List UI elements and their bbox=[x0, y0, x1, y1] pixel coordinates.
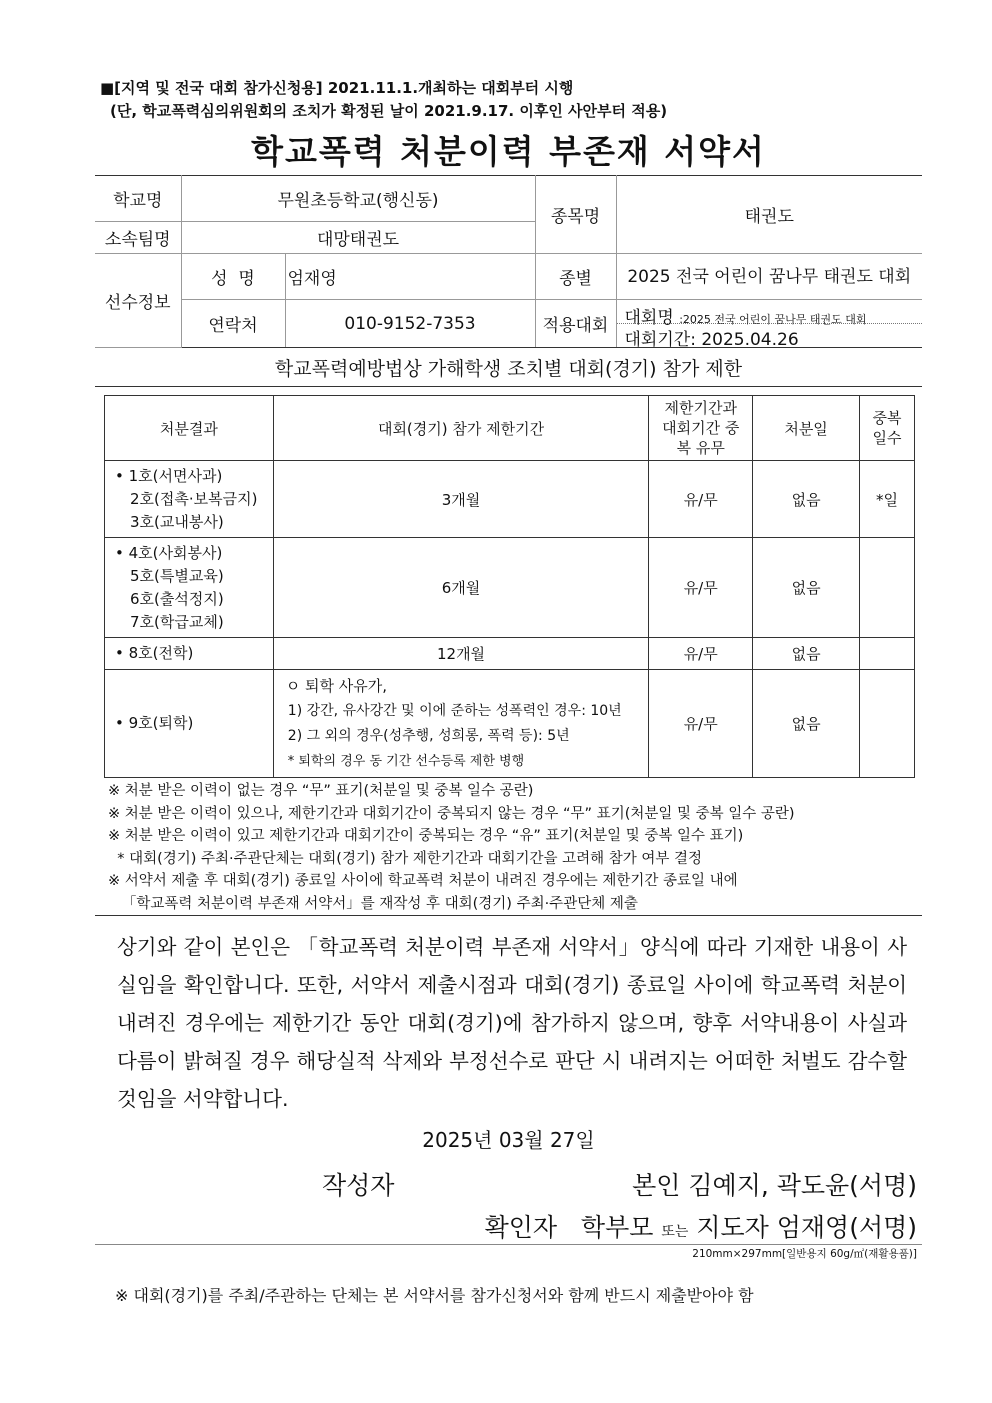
days-cell bbox=[860, 670, 915, 778]
result-line: 5호(특별교육) bbox=[130, 566, 224, 585]
subtitle-divider bbox=[95, 386, 922, 387]
applicant-info-table bbox=[95, 175, 922, 348]
period-cell: 12개월 bbox=[273, 638, 648, 670]
date-cell: 없음 bbox=[753, 638, 860, 670]
sport-value: 태권도 bbox=[616, 176, 922, 254]
overlap-cell: 유/무 bbox=[649, 670, 753, 778]
note-line: ※ 처분 받은 이력이 있고 제한기간과 대회기간이 중복되는 경우 “유” 표기(처분일 및 중복 일수 표기) bbox=[108, 828, 744, 844]
competition-cell bbox=[616, 300, 922, 348]
author-label: 작성자 bbox=[322, 1171, 395, 1200]
period-cell: 3개월 bbox=[273, 461, 648, 538]
header-line-1: ■[지역 및 전국 대회 참가신청용] 2021.11.1.개최하는 대회부터 시행 bbox=[100, 79, 574, 97]
result-cell bbox=[105, 538, 274, 638]
name-value: 엄재영 bbox=[285, 254, 535, 300]
days-cell bbox=[860, 538, 915, 638]
competition-name-value: :2025 전국 어린이 꿈나무 태권도 대회 bbox=[679, 312, 867, 326]
competition-name-label: 대회명 bbox=[624, 307, 674, 328]
name-label: 성 명 bbox=[181, 254, 285, 300]
note-line: ※ 서약서 제출 후 대회(경기) 종료일 사이에 학교폭력 처분이 내려진 경우에는 제한기간 종료일 내에 bbox=[108, 873, 738, 889]
restriction-table bbox=[104, 395, 915, 778]
col-header-days: 중복 일수 bbox=[860, 396, 915, 461]
author-signature: 본인 김예지, 곽도윤(서명) bbox=[632, 1171, 917, 1200]
confirm-mid: 학부모 bbox=[580, 1213, 654, 1242]
result-line: 3호(교내봉사) bbox=[130, 512, 224, 531]
restriction-subtitle: 학교폭력예방법상 가해학생 조치별 대회(경기) 참가 제한 bbox=[274, 358, 743, 380]
event-value: 2025 전국 어린이 꿈나무 태권도 대회 bbox=[616, 254, 922, 300]
table-row bbox=[105, 538, 915, 638]
result-line: • 4호(사회봉사) bbox=[115, 543, 223, 562]
paper-spec: 210mm×297mm[일반용지 60g/㎡(재활용품)] bbox=[692, 1248, 917, 1260]
pledge-text: 상기와 같이 본인은 「학교폭력 처분이력 부존재 서약서」양식에 따라 기재한 내용이 사실임을 확인합니다. 또한, 서약서 제출시점과 대회(경기) 종료일 사이에 학교폭력 처분이 내려진 경우에는 제한기간 동안 대회(경기)에 참가하지 않으며, 향후 서약내용이 사실과 다름이 밝혀질 경우 해당실적 삭제와 부정선수로 판단 시 내려지는 어떠한 처벌도 감수할 것임을 서약합니다. bbox=[117, 935, 907, 1111]
team-label: 소속팀명 bbox=[95, 222, 181, 254]
result-line: • 1호(서면사과) bbox=[115, 466, 223, 485]
note-line: * 대회(경기) 주최·주관단체는 대회(경기) 참가 제한기간과 대회기간을 고려해 참가 여부 결정 bbox=[108, 850, 703, 867]
result-cell bbox=[105, 461, 274, 538]
applied-label: 적용대회 bbox=[535, 300, 616, 348]
date-cell: 없음 bbox=[753, 538, 860, 638]
col-header-overlap: 제한기간과 대회기간 중복 유무 bbox=[649, 396, 753, 461]
contact-label: 연락처 bbox=[181, 300, 285, 348]
overlap-cell: 유/무 bbox=[649, 461, 753, 538]
col-header-date: 처분일 bbox=[753, 396, 860, 461]
result-line: 7호(학급교체) bbox=[130, 612, 224, 631]
header-line-2: (단, 학교폭력심의위원회의 조치가 확정된 날이 2021.9.17. 이후인 사안부터 적용) bbox=[110, 102, 668, 120]
result-line: 6호(출석정지) bbox=[130, 589, 224, 608]
period-line: 1) 강간, 유사강간 및 이에 준하는 성폭력인 경우: 10년 bbox=[287, 702, 622, 719]
note-line: ※ 처분 받은 이력이 없는 경우 “무” 표기(처분일 및 중복 일수 공란) bbox=[108, 783, 534, 799]
date-cell: 없음 bbox=[753, 461, 860, 538]
period-line: * 퇴학의 경우 동 기간 선수등록 제한 병행 bbox=[287, 753, 525, 769]
period-cell bbox=[273, 670, 648, 778]
school-value: 무원초등학교(행신동) bbox=[181, 176, 535, 222]
team-value: 대망태권도 bbox=[181, 222, 535, 254]
confirm-label: 확인자 bbox=[484, 1213, 558, 1242]
period-line: ㅇ 퇴학 사유가, bbox=[285, 676, 388, 695]
confirm-or: 또는 bbox=[661, 1224, 689, 1240]
result-cell: • 8호(전학) bbox=[105, 638, 274, 670]
contact-value: 010-9152-7353 bbox=[285, 300, 535, 348]
document-title: 학교폭력 처분이력 부존재 서약서 bbox=[251, 132, 766, 171]
result-line: 2호(접촉·보복금지) bbox=[130, 489, 258, 508]
period-line: 2) 그 외의 경우(성추행, 성희롱, 폭력 등): 5년 bbox=[287, 727, 570, 744]
footnote: ※ 대회(경기)를 주최/주관하는 단체는 본 서약서를 참가신청서와 함께 반드시 제출받아야 함 bbox=[115, 1286, 754, 1305]
table-row bbox=[105, 638, 915, 670]
period-cell: 6개월 bbox=[273, 538, 648, 638]
col-header-period: 대회(경기) 참가 제한기간 bbox=[273, 396, 648, 461]
event-label: 종별 bbox=[535, 254, 616, 300]
confirm-signature: 지도자 엄재영(서명) bbox=[696, 1213, 917, 1242]
table-row bbox=[105, 461, 915, 538]
overlap-cell: 유/무 bbox=[649, 538, 753, 638]
days-cell bbox=[860, 638, 915, 670]
date-cell: 없음 bbox=[753, 670, 860, 778]
competition-period: 대회기간: 2025.04.26 bbox=[624, 329, 799, 350]
table-row bbox=[105, 670, 915, 778]
signing-date: 2025년 03월 27일 bbox=[422, 1128, 595, 1152]
school-label: 학교명 bbox=[95, 176, 181, 222]
notes-block bbox=[108, 780, 795, 915]
result-cell: • 9호(퇴학) bbox=[105, 670, 274, 778]
col-header-result: 처분결과 bbox=[105, 396, 274, 461]
days-cell: *일 bbox=[860, 461, 915, 538]
signature-divider bbox=[95, 1244, 922, 1245]
overlap-cell: 유/무 bbox=[649, 638, 753, 670]
note-line: 「학교폭력 처분이력 부존재 서약서」를 재작성 후 대회(경기) 주최·주관단체 제출 bbox=[108, 895, 638, 912]
note-line: ※ 처분 받은 이력이 있으나, 제한기간과 대회기간이 중복되지 않는 경우 “무” 표기(처분일 및 중복 일수 공란) bbox=[108, 805, 795, 822]
notes-divider bbox=[95, 915, 922, 916]
athlete-label: 선수정보 bbox=[95, 254, 181, 348]
confirm-line bbox=[485, 1208, 917, 1244]
sport-label: 종목명 bbox=[535, 176, 616, 254]
